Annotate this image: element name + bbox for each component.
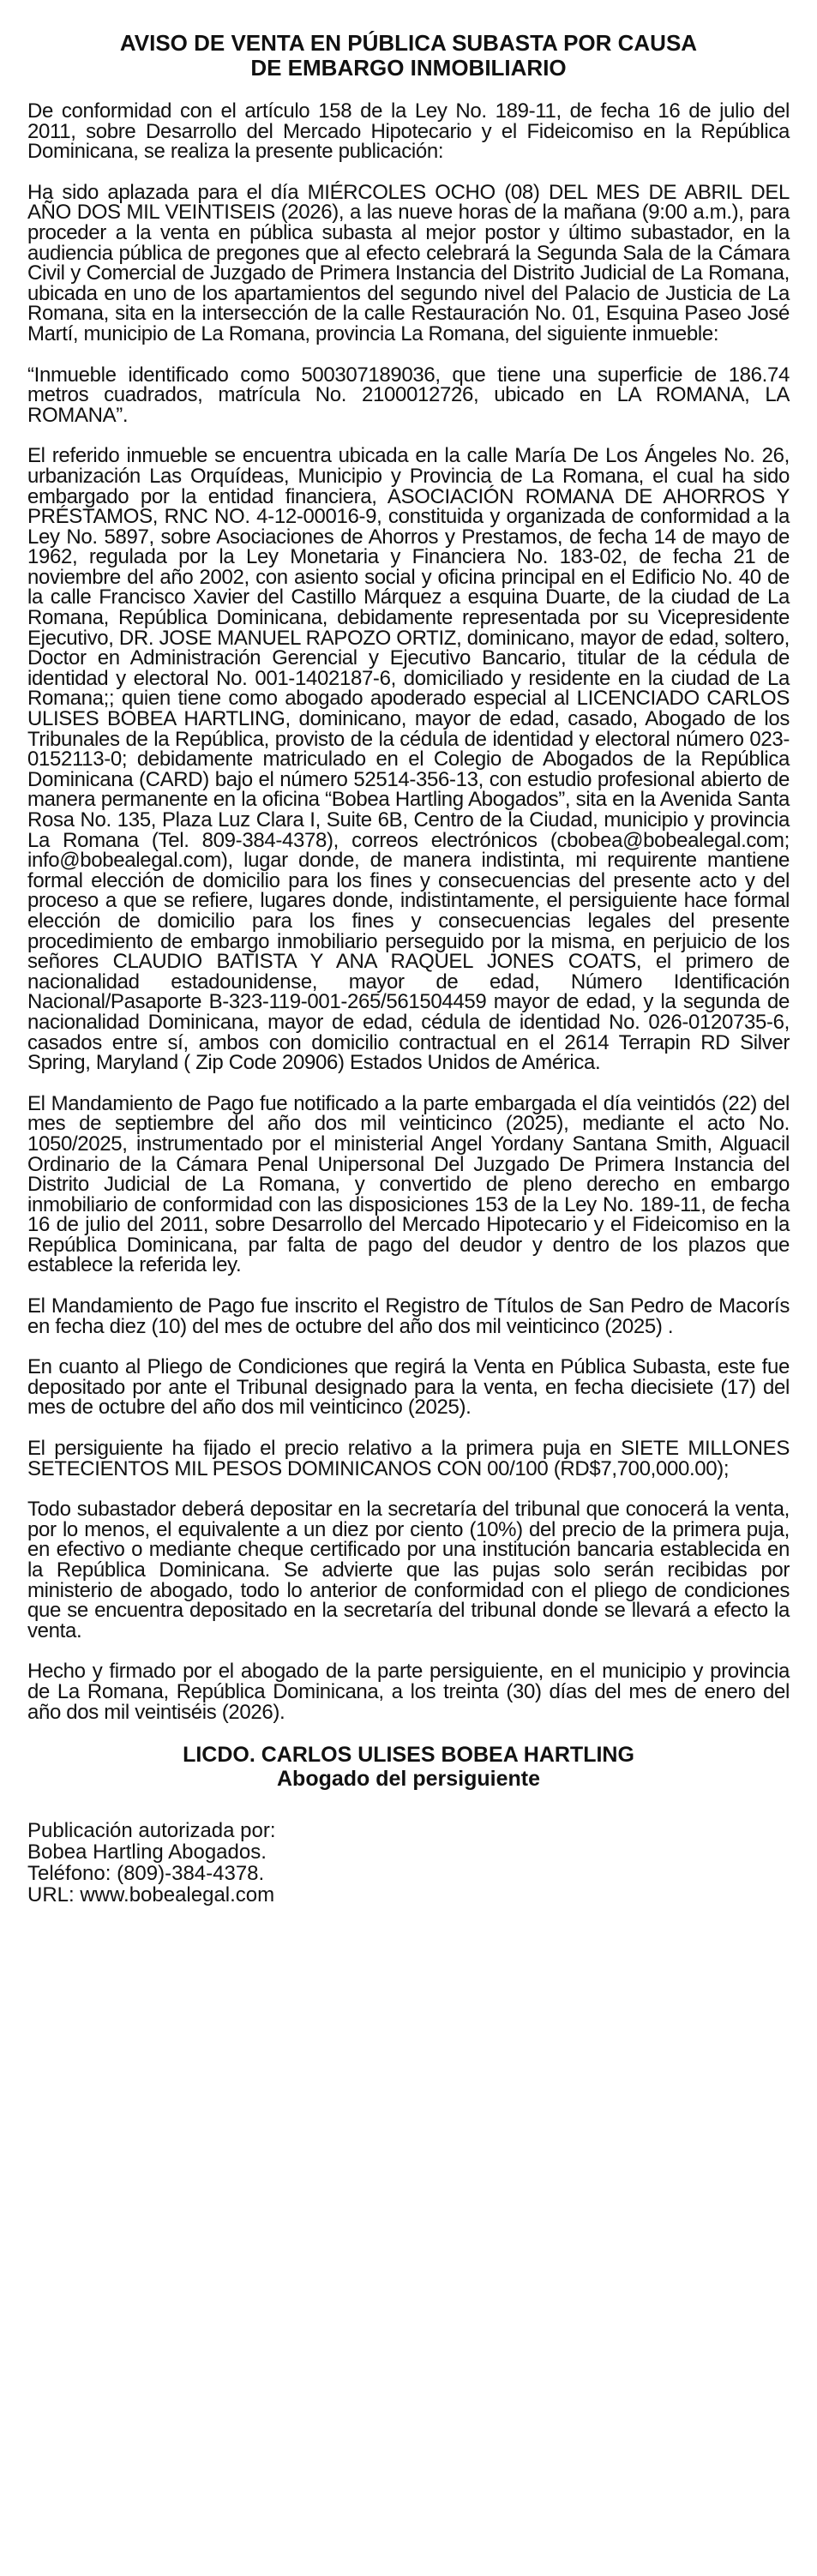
title-line-2: DE EMBARGO INMOBILIARIO [250, 55, 567, 81]
footer-firm: Bobea Hartling Abogados. [27, 1840, 267, 1864]
title-line-1: AVISO DE VENTA EN PÚBLICA SUBASTA POR CAUSA [119, 30, 698, 56]
paragraph-conditions: En cuanto al Pliego de Condiciones que regirá la Venta en Pública Subasta, este fue depositado por ante el Tribunal designado para la venta, en fecha diecisiete (17) del mes de octubre del año dos mil veinticinco (2025). [27, 1355, 790, 1420]
paragraph-price: El persiguiente ha fijado el precio relativo a la primera puja en SIETE MILLONES SETECIENTOS MIL PESOS DOMINICANOS CON 00/100 (RD$7,700,000.00); [27, 1437, 790, 1480]
paragraph-registration: El Mandamiento de Pago fue inscrito el Registro de Títulos de San Pedro de Macorís en fecha diez (10) del mes de octubre del año dos mil veinticinco (2025) . [27, 1294, 790, 1338]
paragraph-deposit: Todo subastador deberá depositar en la secretaría del tribunal que conocerá la venta, por lo menos, el equivalente a un diez por ciento (10%) del precio de la primera puja, en efectivo o mediante cheque certificado por una institución bancaria establecida en la República Dominicana. Se advierte que las pujas solo serán recibidas por ministerio de abogado, todo lo anterior de conformidad con el pliego de condiciones que se encuentra depositado en la secretaría del tribunal donde se llevará a efecto la venta. [27, 1498, 790, 1642]
footer-url: URL: www.bobealegal.com [27, 1883, 275, 1907]
paragraph-intro: De conformidad con el artículo 158 de la Ley No. 189-11, de fecha 16 de julio del 2011, sobre Desarrollo del Mercado Hipotecario y el Fideicomiso en la República Dominicana, se realiza la presente publicación: [27, 99, 790, 164]
paragraph-payment-order: El Mandamiento de Pago fue notificado a la parte embargada el día veintidós (22) del mes de septiembre del año dos mil veinticinco (2025), mediante el acto No. 1050/2025, instrumentado por el ministerial Angel Yordany Santana Smith, Alguacil Ordinario de la Cámara Penal Unipersonal Del Juzgado De Primera Instancia del Distrito Judicial de La Romana, y convertido de pleno derecho en embargo inmobiliario de conformidad con las disposiciones 153 de la Ley No. 189-11, de fecha 16 de julio del 2011, sobre Desarrollo del Mercado Hipotecario y el Fideicomiso en la República Dominicana, par falta de pago del deudor y dentro de los plazos que establece la referida ley. [27, 1091, 790, 1277]
signature-name: LICDO. CARLOS ULISES BOBEA HARTLING [183, 1743, 634, 1768]
notice-title [27, 31, 790, 81]
paragraph-property-id: “Inmueble identificado como 500307189036, que tiene una superficie de 186.74 metros cuadrados, matrícula No. 2100012726, ubicado en LA ROMANA, LA ROMANA”. [27, 363, 790, 427]
paragraph-auction-date: Ha sido aplazada para el día MIÉRCOLES OCHO (08) DEL MES DE ABRIL DEL AÑO DOS MIL VEINTISEIS (2026), a las nueve horas de la mañana (9:00 a.m.), para proceder a la venta en pública subasta al mejor postor y último subastador, en la audiencia pública de pregones que al efecto celebrará la Segunda Sala de la Cámara Civil y Comercial de Juzgado de Primera Instancia del Distrito Judicial de La Romana, ubicada en uno de los apartamientos del segundo nivel del Palacio de Justicia de La Romana, sita en la intersección de la calle Restauración No. 01, Esquina Paseo José Martí, municipio de La Romana, provincia La Romana, del siguiente inmueble: [27, 180, 790, 345]
paragraph-property-details: El referido inmueble se encuentra ubicada en la calle María De Los Ángeles No. 26, urbanización Las Orquídeas, Municipio y Provincia de La Romana, el cual ha sido embargado por la entidad financiera, ASOCIACIÓN ROMANA DE AHORROS Y PRÉSTAMOS, RNC NO. 4-12-00016-9, constituida y organizada de conformidad a la Ley No. 5897, sobre Asociaciones de Ahorros y Prestamos, de fecha 14 de mayo de 1962, regulada por la Ley Monetaria y Financiera No. 183-02, de fecha 21 de noviembre del año 2002, con asiento social y oficina principal en el Edificio No. 40 de la calle Francisco Xavier del Castillo Márquez a esquina Duarte, de la ciudad de La Romana, República Dominicana, debidamente representada por su Vicepresidente Ejecutivo, DR. JOSE MANUEL RAPOZO ORTIZ, dominicano, mayor de edad, soltero, Doctor en Administración Gerencial y Ejecutivo Bancario, titular de la cédula de identidad y electoral No. 001-1402187-6, domiciliado y residente en la ciudad de La Romana;; quien tiene como abogado apoderado especial al LICENCIADO CARLOS ULISES BOBEA HARTLING, dominicano, mayor de edad, casado, Abogado de los Tribunales de la República, provisto de la cédula de identidad y electoral número 023-0152113-0; debidamente matriculado en el Colegio de Abogados de la República Dominicana (CARD) bajo el número 52514-356-13, con estudio profesional abierto de manera permanente en la oficina “Bobea Hartling Abogados”, sita en la Avenida Santa Rosa No. 135, Plaza Luz Clara I, Suite 6B, Centro de la Ciudad, municipio y provincia La Romana (Tel. 809-384-4378), correos electrónicos (cbobea@bobealegal.com; info@bobealegal.com), lugar donde, de manera indistinta, mi requirente mantiene formal elección de domicilio para los fines y consecuencias del presente acto y del proceso a que se refiere, lugares donde, indistintamente, el persiguiente hace formal elección de domicilio para los fines y consecuencias legales del presente procedimiento de embargo inmobiliario perseguido por la misma, en perjuicio de los señores CLAUDIO BATISTA Y ANA RAQUEL JONES COATS, el primero de nacionalidad estadounidense, mayor de edad, Número Identificación Nacional/Pasaporte B-323-119-001-265/561504459 mayor de edad, y la segunda de nacionalidad Dominicana, mayor de edad, cédula de identidad No. 026-0120735-6, casados entre sí, ambos con domicilio contractual en el 2614 Terrapin RD Silver Spring, Maryland ( Zip Code 20906) Estados Unidos de América. [27, 444, 790, 1075]
paragraph-signed: Hecho y firmado por el abogado de la parte persiguiente, en el municipio y provincia de La Romana, República Dominicana, a los treinta (30) días del mes de enero del año dos mil veintiséis (2026). [27, 1660, 790, 1724]
signature-role: Abogado del persiguiente [277, 1767, 540, 1792]
signature-block [27, 1743, 790, 1791]
footer-authorized: Publicación autorizada por: [27, 1819, 276, 1843]
footer-phone: Teléfono: (809)-384-4378. [27, 1862, 265, 1886]
publication-footer [27, 1820, 790, 1906]
